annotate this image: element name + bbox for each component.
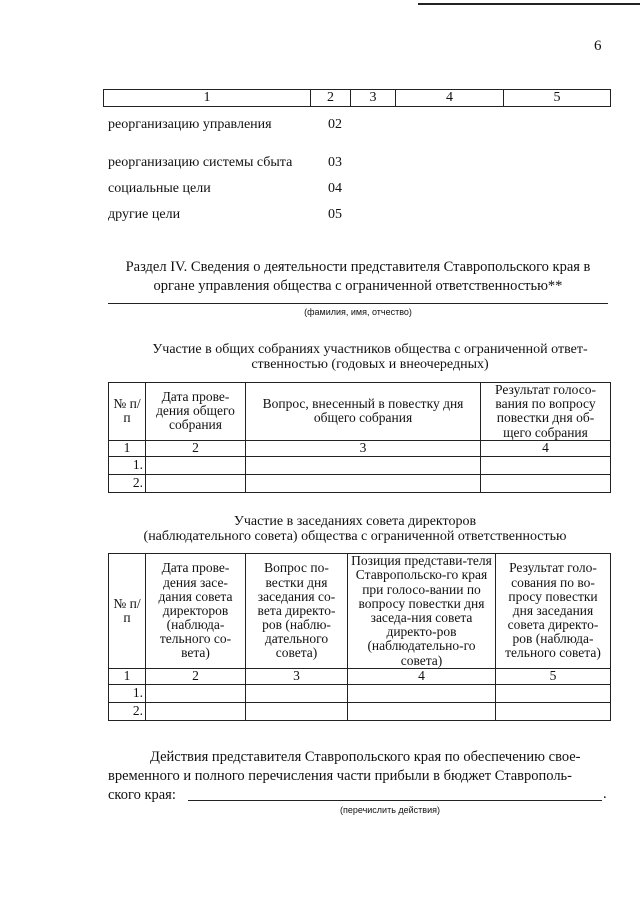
closing-text: Действия представителя Ставропольского края по обеспечению свое-: [150, 749, 581, 765]
table-cell: [246, 703, 348, 721]
purpose-label: реорганизацию системы сбыта: [108, 155, 293, 170]
purpose-code: 05: [328, 207, 342, 222]
name-caption: (фамилия, имя, отчество): [304, 307, 412, 317]
column-number: 2: [311, 90, 351, 107]
actions-input-line: [188, 800, 602, 801]
header-cell: Позиция представи-теля Ставропольско-го края при голосо-вании по вопросу повестки дня заседа-ния совета директо-ров (наблюдательно-го совета): [348, 554, 496, 669]
actions-caption: (перечислить действия): [340, 805, 440, 815]
table-row: [109, 685, 611, 703]
board-subtitle: [100, 514, 610, 544]
header-cell: Вопрос по-вестки дня заседания со-вета директо-ров (наблю-дательного совета): [246, 554, 348, 669]
closing-text: временного и полного перечисления части прибыли в бюджет Ставрополь-: [108, 768, 572, 784]
table-cell: [246, 456, 481, 474]
end-mark: .: [603, 786, 607, 802]
row-number: 2.: [109, 474, 146, 492]
table-cell: [348, 703, 496, 721]
name-input-line: [108, 303, 608, 304]
closing-text: ского края:: [108, 787, 176, 803]
section-title-line: органе управления общества с ограниченной ответственностью**: [153, 278, 563, 294]
header-cell: Дата прове-дения общего собрания: [146, 383, 246, 441]
table-row: [104, 90, 611, 107]
row-number: 1.: [109, 456, 146, 474]
column-number: 5: [496, 669, 611, 685]
column-number: 4: [396, 90, 504, 107]
purpose-label: социальные цели: [108, 181, 211, 196]
purpose-code: 02: [328, 117, 342, 132]
column-number: 1: [109, 669, 146, 685]
row-number: 2.: [109, 703, 146, 721]
page-number: 6: [594, 38, 602, 54]
subtitle-line: ственностью (годовых и внеочередных): [251, 357, 489, 372]
purpose-code: 03: [328, 155, 342, 170]
column-number: 5: [504, 90, 611, 107]
header-cell: № п/п: [109, 554, 146, 669]
column-number: 4: [348, 669, 496, 685]
subtitle-line: Участие в заседаниях совета директоров: [233, 514, 477, 529]
table-cell: [146, 456, 246, 474]
subtitle-line: Участие в общих собраниях участников общества с ограниченной ответ-: [152, 342, 588, 357]
column-number: 1: [109, 440, 146, 456]
purpose-label: реорганизацию управления: [108, 117, 272, 132]
table-row: [109, 703, 611, 721]
meetings-table: [108, 382, 611, 493]
table-header-row: [109, 554, 611, 669]
table-cell: [246, 474, 481, 492]
header-cell: Дата прове-дения засе-дания совета директоров (наблюда-тельного со-вета): [146, 554, 246, 669]
purpose-label: другие цели: [108, 207, 181, 222]
table-cell: [246, 685, 348, 703]
column-number: 2: [146, 440, 246, 456]
column-number: 3: [246, 669, 348, 685]
table-row: [109, 456, 611, 474]
table-row: [109, 474, 611, 492]
header-cell: Вопрос, внесенный в повестку дня общего собрания: [246, 383, 481, 441]
row-number: 1.: [109, 685, 146, 703]
column-number: 1: [104, 90, 311, 107]
table-cell: [146, 685, 246, 703]
top-rule: [418, 3, 640, 5]
header-cell: Результат голо-сования по во-просу повестки дня заседания совета директо-ров (наблюда-тельного совета): [496, 554, 611, 669]
board-table: [108, 553, 611, 721]
column-number: 3: [351, 90, 396, 107]
table-row: [109, 440, 611, 456]
subtitle-line: (наблюдательного совета) общества с ограниченной ответственностью: [143, 529, 567, 544]
column-number: 4: [481, 440, 611, 456]
meetings-subtitle: [100, 342, 640, 372]
table-row: [109, 669, 611, 685]
header-cell: Результат голосо-вания по вопросу повестки дня об-щего собрания: [481, 383, 611, 441]
table-cell: [146, 703, 246, 721]
table-cell: [496, 703, 611, 721]
table-cell: [348, 685, 496, 703]
table-header-row: [109, 383, 611, 441]
section-title: [98, 258, 618, 296]
purpose-code: 04: [328, 181, 342, 196]
column-number: 2: [146, 669, 246, 685]
column-number: 3: [246, 440, 481, 456]
table-cell: [481, 474, 611, 492]
top-table: [103, 89, 611, 107]
table-cell: [481, 456, 611, 474]
table-cell: [496, 685, 611, 703]
closing-paragraph: [108, 748, 608, 805]
header-cell: № п/п: [109, 383, 146, 441]
section-title-line: Раздел IV. Сведения о деятельности представителя Ставропольского края в: [125, 259, 591, 275]
table-cell: [146, 474, 246, 492]
